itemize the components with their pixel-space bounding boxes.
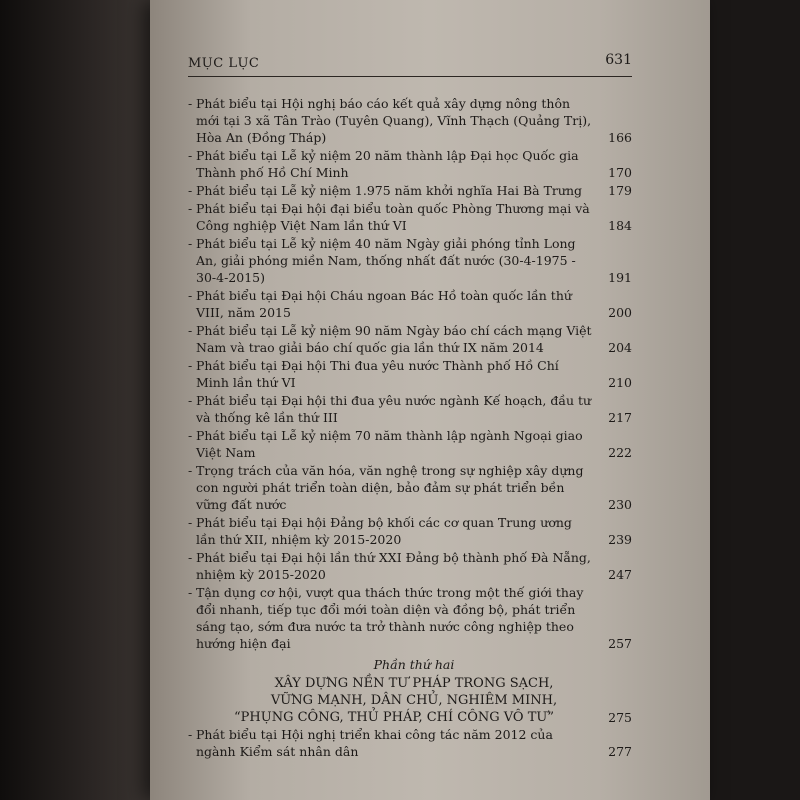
toc-entry-page: 222 <box>608 445 632 460</box>
toc-entry-page: 239 <box>608 532 632 547</box>
toc-entry-text: Phát biểu tại Đại hội lần thứ XXI Đảng bộ thành phố Đà Nẵng, nhiệm kỳ 2015-2020 <box>196 550 591 582</box>
book-binding <box>0 0 150 800</box>
bullet-dash: - <box>188 463 193 478</box>
toc-entry-text: Phát biểu tại Lễ kỷ niệm 40 năm Ngày giải phóng tỉnh Long An, giải phóng miền Nam, thống nhất đất nước (30-4-1975 - 30-4-2015) <box>196 236 576 285</box>
toc-entry-text: Phát biểu tại Lễ kỷ niệm 90 năm Ngày báo chí cách mạng Việt Nam và trao giải báo chí quốc gia lần thứ IX năm 2014 <box>196 323 592 355</box>
bullet-dash: - <box>188 550 193 565</box>
toc-entry-text: Phát biểu tại Lễ kỷ niệm 1.975 năm khởi nghĩa Hai Bà Trưng <box>196 183 583 198</box>
toc-entry <box>188 95 632 146</box>
part-title-line: VỮNG MẠNH, DÂN CHỦ, NGHIÊM MINH, <box>270 693 558 708</box>
bullet-dash: - <box>188 358 193 373</box>
toc-entry-page: 170 <box>608 165 632 180</box>
bullet-dash: - <box>188 393 193 408</box>
toc-entry-page: 191 <box>608 270 632 285</box>
toc-entry <box>188 584 632 652</box>
toc-entry <box>188 549 632 583</box>
toc-entry-text: Phát biểu tại Lễ kỷ niệm 70 năm thành lập ngành Ngoại giao Việt Nam <box>196 428 583 460</box>
toc-entry <box>188 726 632 760</box>
toc-entry-page: 230 <box>608 497 632 512</box>
header-title: MỤC LỤC <box>188 56 260 71</box>
toc-entry-text: Phát biểu tại Hội nghị triển khai công tác năm 2012 của ngành Kiểm sát nhân dân <box>196 727 553 759</box>
header-page-number: 631 <box>605 52 632 68</box>
toc-entry-text: Phát biểu tại Đại hội thi đua yêu nước ngành Kế hoạch, đầu tư và thống kê lần thứ III <box>196 393 592 425</box>
toc-entry <box>188 392 632 426</box>
toc-entry <box>188 287 632 321</box>
toc-entry-text: Phát biểu tại Đại hội Cháu ngoan Bác Hồ toàn quốc lần thứ VIII, năm 2015 <box>196 288 572 320</box>
bullet-dash: - <box>188 585 193 600</box>
toc-entry-text: Phát biểu tại Đại hội Đảng bộ khối các cơ quan Trung ương lần thứ XII, nhiệm kỳ 2015-2020 <box>196 515 572 547</box>
part-title-line: “PHỤNG CÔNG, THỦ PHÁP, CHÍ CÔNG VÔ TƯ” <box>234 710 554 725</box>
toc-entry <box>188 235 632 286</box>
bullet-dash: - <box>188 288 193 303</box>
toc-entry-page: 200 <box>608 305 632 320</box>
toc-entry-text: Trọng trách của văn hóa, văn nghệ trong sự nghiệp xây dựng con người phát triển toàn diện, bảo đảm sự phát triển bền vững đất nước <box>196 463 584 512</box>
toc-entry-page: 247 <box>608 567 632 582</box>
toc-entry <box>188 427 632 461</box>
bullet-dash: - <box>188 201 193 216</box>
toc-entry-page: 210 <box>608 375 632 390</box>
bullet-dash: - <box>188 236 193 251</box>
bullet-dash: - <box>188 727 193 742</box>
part-page-number: 275 <box>608 710 632 725</box>
toc-entries <box>188 95 632 652</box>
toc-entry-page: 204 <box>608 340 632 355</box>
toc-entry-text: Phát biểu tại Lễ kỷ niệm 20 năm thành lập Đại học Quốc gia Thành phố Hồ Chí Minh <box>196 148 579 180</box>
toc-entry-page: 217 <box>608 410 632 425</box>
toc-entry-text: Phát biểu tại Hội nghị báo cáo kết quả xây dựng nông thôn mới tại 3 xã Tân Trào (Tuyên Quang), Vĩnh Thạch (Quảng Trị), Hòa An (Đồng Tháp) <box>196 96 592 145</box>
toc-entry-page: 179 <box>608 183 632 198</box>
bullet-dash: - <box>188 428 193 443</box>
toc-entry-text: Phát biểu tại Đại hội đại biểu toàn quốc Phòng Thương mại và Công nghiệp Việt Nam lần thứ VI <box>196 201 590 233</box>
bullet-dash: - <box>188 515 193 530</box>
bullet-dash: - <box>188 183 193 198</box>
part-label: Phần thứ hai <box>373 657 455 672</box>
page-header <box>188 50 632 77</box>
toc-entry-text: Phát biểu tại Đại hội Thi đua yêu nước Thành phố Hồ Chí Minh lần thứ VI <box>196 358 559 390</box>
bullet-dash: - <box>188 148 193 163</box>
toc-entry <box>188 357 632 391</box>
table-of-contents <box>188 95 632 761</box>
bullet-dash: - <box>188 323 193 338</box>
toc-entry <box>188 147 632 181</box>
part-title-line: XÂY DỰNG NỀN TƯ PHÁP TRONG SẠCH, <box>274 676 554 691</box>
bullet-dash: - <box>188 96 193 111</box>
toc-entry <box>188 182 632 199</box>
toc-entry <box>188 514 632 548</box>
part-heading <box>196 656 632 726</box>
toc-entry-text: Tận dụng cơ hội, vượt qua thách thức trong một thế giới thay đổi nhanh, tiếp tục đổi mới toàn diện và đồng bộ, phát triển sáng tạo, sớm đưa nước ta trở thành nước công nghiệp theo hướng hiện đại <box>196 585 584 651</box>
toc-entry <box>188 322 632 356</box>
toc-entry <box>188 200 632 234</box>
toc-entry-page: 257 <box>608 636 632 651</box>
toc-entry-page: 184 <box>608 218 632 233</box>
toc-entry-page: 277 <box>608 744 632 759</box>
toc-entry <box>188 462 632 513</box>
toc-entry-page: 166 <box>608 130 632 145</box>
